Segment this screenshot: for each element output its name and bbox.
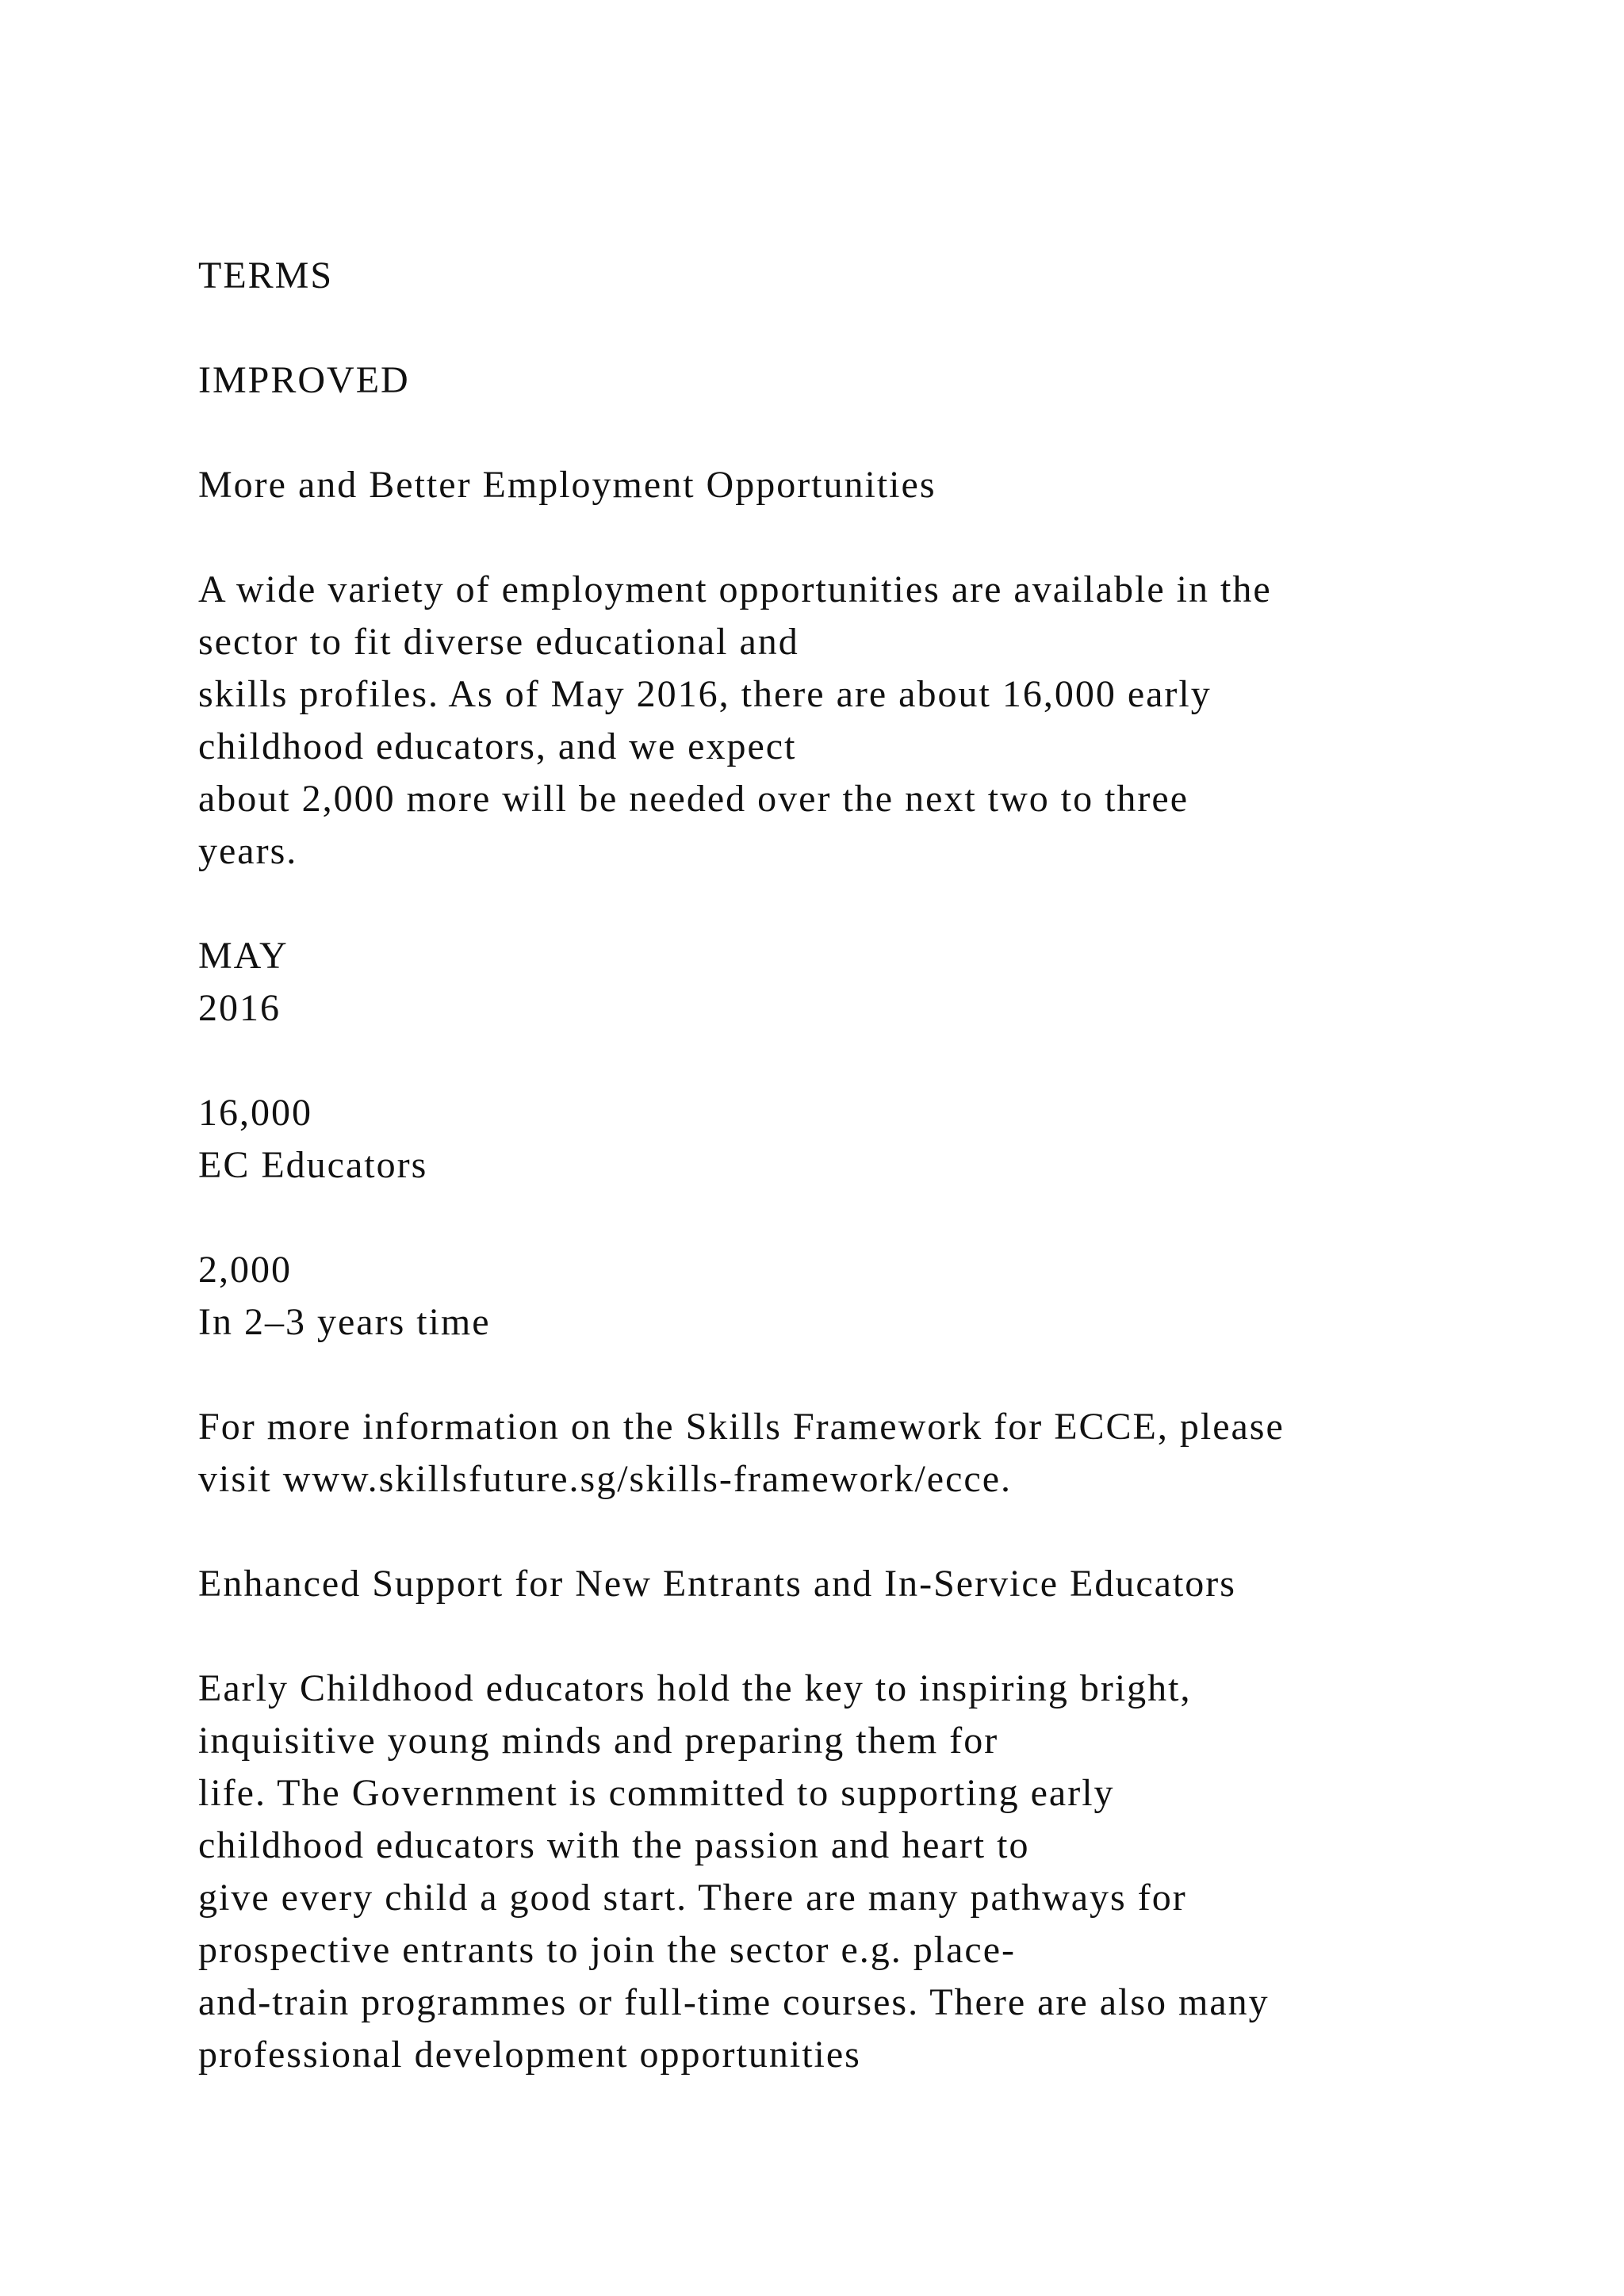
paragraph-line: professional development opportunities <box>198 2034 861 2076</box>
stat-needed <box>198 1244 1483 1349</box>
stat-needed-value: 2,000 <box>198 1249 292 1291</box>
stat-date <box>198 930 1483 1035</box>
stat-educators <box>198 1087 1483 1192</box>
paragraph-line: inquisitive young minds and preparing them for <box>198 1720 999 1762</box>
section-heading-support-block <box>198 1558 1483 1610</box>
paragraph-line: about 2,000 more will be needed over the next two to three <box>198 778 1189 820</box>
section-heading-support: Enhanced Support for New Entrants and In-Service Educators <box>198 1563 1236 1605</box>
terms-label: TERMS <box>198 254 334 297</box>
stat-educators-value: 16,000 <box>198 1092 312 1134</box>
paragraph-line: life. The Government is committed to supporting early <box>198 1772 1115 1814</box>
stat-date-month: MAY <box>198 935 289 977</box>
improved-label: IMPROVED <box>198 359 410 401</box>
paragraph-line: give every child a good start. There are many pathways for <box>198 1877 1187 1919</box>
section-heading-employment: More and Better Employment Opportunities <box>198 464 936 506</box>
paragraph-line: sector to fit diverse educational and <box>198 621 799 663</box>
improved-label-block <box>198 354 1483 407</box>
stat-needed-label: In 2–3 years time <box>198 1301 491 1343</box>
paragraph-line: visit www.skillsfuture.sg/skills-framework/ecce. <box>198 1458 1013 1500</box>
paragraph-line: Early Childhood educators hold the key to inspiring bright, <box>198 1667 1192 1709</box>
paragraph-line: For more information on the Skills Framework for ECCE, please <box>198 1406 1285 1448</box>
paragraph-line: A wide variety of employment opportunities are available in the <box>198 568 1272 610</box>
paragraph-line: childhood educators with the passion and heart to <box>198 1824 1030 1866</box>
paragraph-line: and-train programmes or full-time courses. There are also many <box>198 1981 1270 2023</box>
info-paragraph <box>198 1401 1483 1506</box>
document-body <box>198 250 1483 2133</box>
section-heading-employment-block <box>198 459 1483 511</box>
paragraph-line: childhood educators, and we expect <box>198 725 797 767</box>
stat-educators-label: EC Educators <box>198 1144 428 1186</box>
paragraph-line: years. <box>198 830 298 872</box>
paragraph-line: skills profiles. As of May 2016, there are about 16,000 early <box>198 673 1212 715</box>
support-paragraph <box>198 1663 1483 2081</box>
terms-label-block <box>198 250 1483 302</box>
paragraph-line: prospective entrants to join the sector e.g. place- <box>198 1929 1016 1971</box>
stat-date-year: 2016 <box>198 987 281 1029</box>
employment-paragraph <box>198 564 1483 878</box>
